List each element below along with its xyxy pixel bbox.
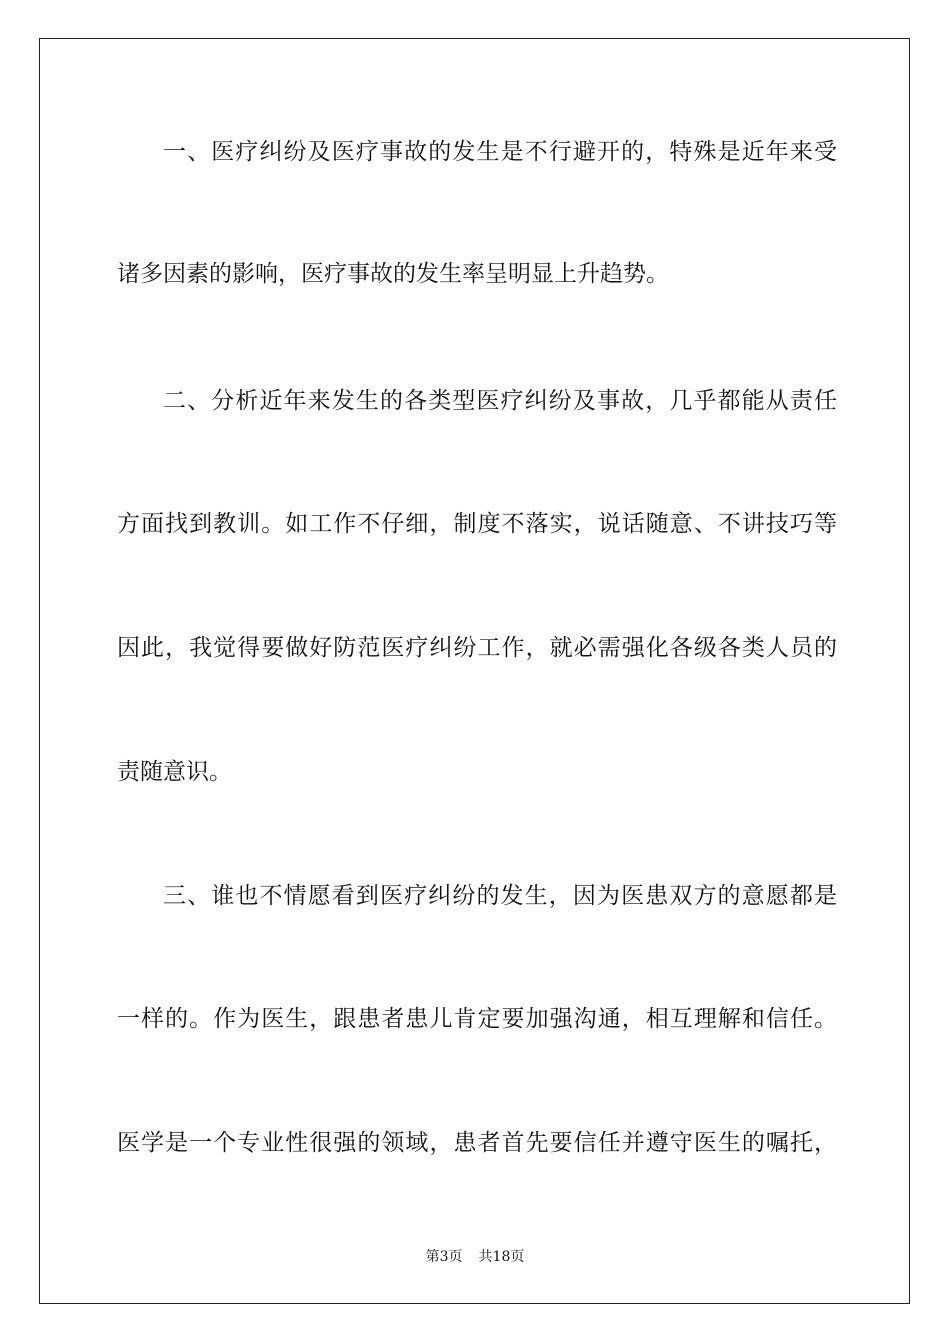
page-number: 第3页 bbox=[425, 1249, 463, 1265]
page-footer bbox=[0, 1247, 950, 1267]
paragraph-1-line-2: 诸多因素的影响，医疗事故的发生率呈明显上升趋势。 bbox=[117, 261, 669, 287]
paragraph-2-line-4: 责随意识。 bbox=[117, 759, 232, 785]
page-total: 共18页 bbox=[478, 1249, 525, 1265]
page-border bbox=[39, 38, 910, 1304]
paragraph-2-line-2: 方面找到教训。如工作不仔细，制度不落实，说话随意、不讲技巧等 bbox=[117, 511, 837, 537]
paragraph-3-line-3: 医学是一个专业性很强的领域，患者首先要信任并遵守医生的嘱托， bbox=[117, 1130, 837, 1156]
paragraph-2-line-3: 因此，我觉得要做好防范医疗纠纷工作，就必需强化各级各类人员的 bbox=[117, 635, 837, 661]
paragraph-3-line-1: 三、谁也不情愿看到医疗纠纷的发生，因为医患双方的意愿都是 bbox=[163, 883, 837, 909]
paragraph-3-line-2: 一样的。作为医生，跟患者患儿肯定要加强沟通，相互理解和信任。 bbox=[117, 1006, 837, 1032]
paragraph-2-line-1: 二、分析近年来发生的各类型医疗纠纷及事故，几乎都能从责任 bbox=[163, 388, 837, 414]
paragraph-1-line-1: 一、医疗纠纷及医疗事故的发生是不行避开的，特殊是近年来受 bbox=[163, 139, 837, 165]
